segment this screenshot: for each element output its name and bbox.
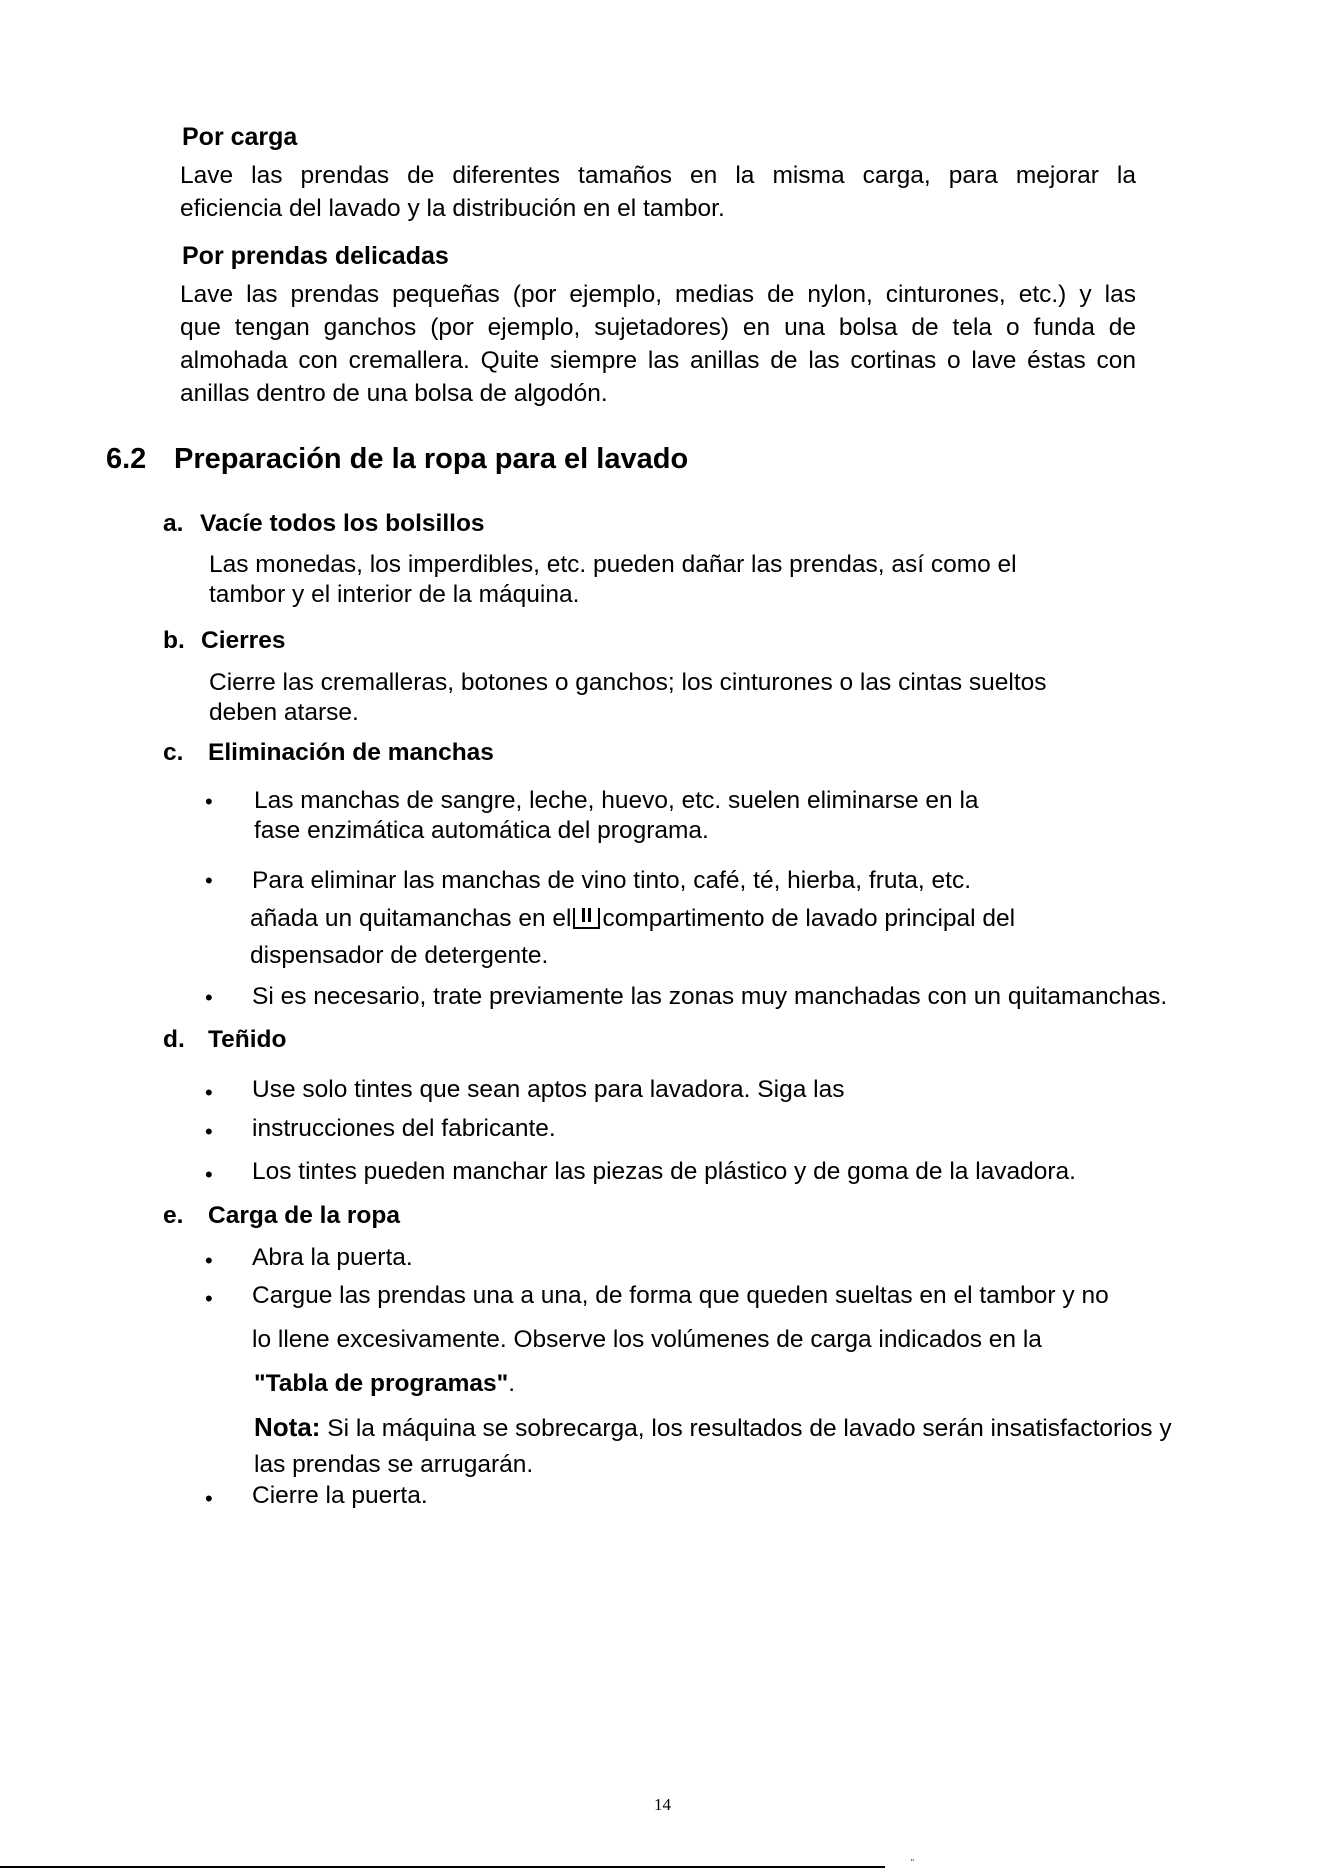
bullet-icon: • (205, 868, 213, 893)
item-c-1-line-1: Las manchas de sangre, leche, huevo, etc. suelen eliminarse en la (254, 787, 979, 814)
item-c-2-line-2-end: compartimento de lavado principal del (602, 905, 1016, 932)
bullet-icon: • (205, 1248, 213, 1273)
item-a-marker: a. (163, 510, 184, 537)
bullet-icon: • (205, 789, 213, 814)
item-c-2-line-2 (250, 904, 1015, 934)
item-c-1-line-2: fase enzimática automática del programa. (254, 817, 709, 844)
section-number: 6.2 (106, 443, 147, 475)
delicadas-line-4: anillas dentro de una bolsa de algodón. (180, 380, 608, 407)
page-number: 14 (654, 1795, 671, 1814)
tabla-de-programas-reference: "Tabla de programas" (254, 1370, 509, 1397)
por-carga-line-2: eficiencia del lavado y la distribución en el tambor. (180, 195, 725, 222)
item-c-2-line-3: dispensador de detergente. (250, 942, 549, 969)
item-d-marker: d. (163, 1026, 185, 1053)
item-a-heading: Vacíe todos los bolsillos (200, 510, 485, 537)
item-e-2-line-2: lo llene excesivamente. Observe los volúmenes de carga indicados en la (252, 1326, 1042, 1353)
item-e-heading: Carga de la ropa (208, 1202, 400, 1229)
bullet-icon: • (205, 1080, 213, 1105)
item-e-2-line-3-end: . (508, 1370, 516, 1397)
item-b-marker: b. (163, 627, 185, 654)
note-line-2: las prendas se arrugarán. (254, 1451, 534, 1478)
footer-mark: " (911, 1858, 914, 1867)
item-c-heading: Eliminación de manchas (208, 739, 494, 766)
item-c-2-line-2-start: añada un quitamanchas en el (250, 905, 572, 932)
main-wash-compartment-icon (573, 908, 600, 929)
note-text: Si la máquina se sobrecarga, los resultados de lavado serán insatisfactorios y (327, 1415, 1172, 1442)
delicadas-line-1: Lave las prendas pequeñas (por ejemplo, medias de nylon, cinturones, etc.) y las (180, 281, 1136, 308)
por-carga-heading: Por carga (182, 123, 298, 151)
item-b-line-1: Cierre las cremalleras, botones o ganchos; los cinturones o las cintas sueltos (209, 669, 1047, 696)
item-b-line-2: deben atarse. (209, 699, 359, 726)
footer-rule (0, 1866, 885, 1868)
item-c-marker: c. (163, 739, 184, 766)
bullet-icon: • (205, 1119, 213, 1144)
item-e-marker: e. (163, 1202, 184, 1229)
por-carga-line-1: Lave las prendas de diferentes tamaños en la misma carga, para mejorar la (180, 162, 1136, 189)
item-d-3: Los tintes pueden manchar las piezas de plástico y de goma de la lavadora. (252, 1158, 1076, 1185)
item-a-line-2: tambor y el interior de la máquina. (209, 581, 580, 608)
note-line-1 (254, 1412, 1172, 1444)
item-e-3: Cierre la puerta. (252, 1482, 428, 1509)
item-e-2-line-3 (254, 1369, 515, 1399)
item-b-heading: Cierres (201, 627, 286, 654)
item-a-line-1: Las monedas, los imperdibles, etc. pueden dañar las prendas, así como el (209, 551, 1017, 578)
delicadas-line-2: que tengan ganchos (por ejemplo, sujetadores) en una bolsa de tela o funda de (180, 314, 1136, 341)
item-d-1: Use solo tintes que sean aptos para lavadora. Siga las (252, 1076, 845, 1103)
note-label: Nota: (254, 1412, 321, 1442)
item-d-heading: Teñido (208, 1026, 287, 1053)
item-e-1: Abra la puerta. (252, 1244, 413, 1271)
bullet-icon: • (205, 1486, 213, 1511)
bullet-icon: • (205, 1286, 213, 1311)
bullet-icon: • (205, 985, 213, 1010)
item-c-2-line-1: Para eliminar las manchas de vino tinto, café, té, hierba, fruta, etc. (252, 867, 972, 894)
item-d-2: instrucciones del fabricante. (252, 1115, 556, 1142)
item-c-3: Si es necesario, trate previamente las zonas muy manchadas con un quitamanchas. (252, 983, 1168, 1010)
bullet-icon: • (205, 1162, 213, 1187)
item-e-2-line-1: Cargue las prendas una a una, de forma que queden sueltas en el tambor y no (252, 1282, 1109, 1309)
delicadas-line-3: almohada con cremallera. Quite siempre las anillas de las cortinas o lave éstas con (180, 347, 1136, 374)
section-title: Preparación de la ropa para el lavado (174, 443, 689, 475)
delicadas-heading: Por prendas delicadas (182, 242, 449, 270)
